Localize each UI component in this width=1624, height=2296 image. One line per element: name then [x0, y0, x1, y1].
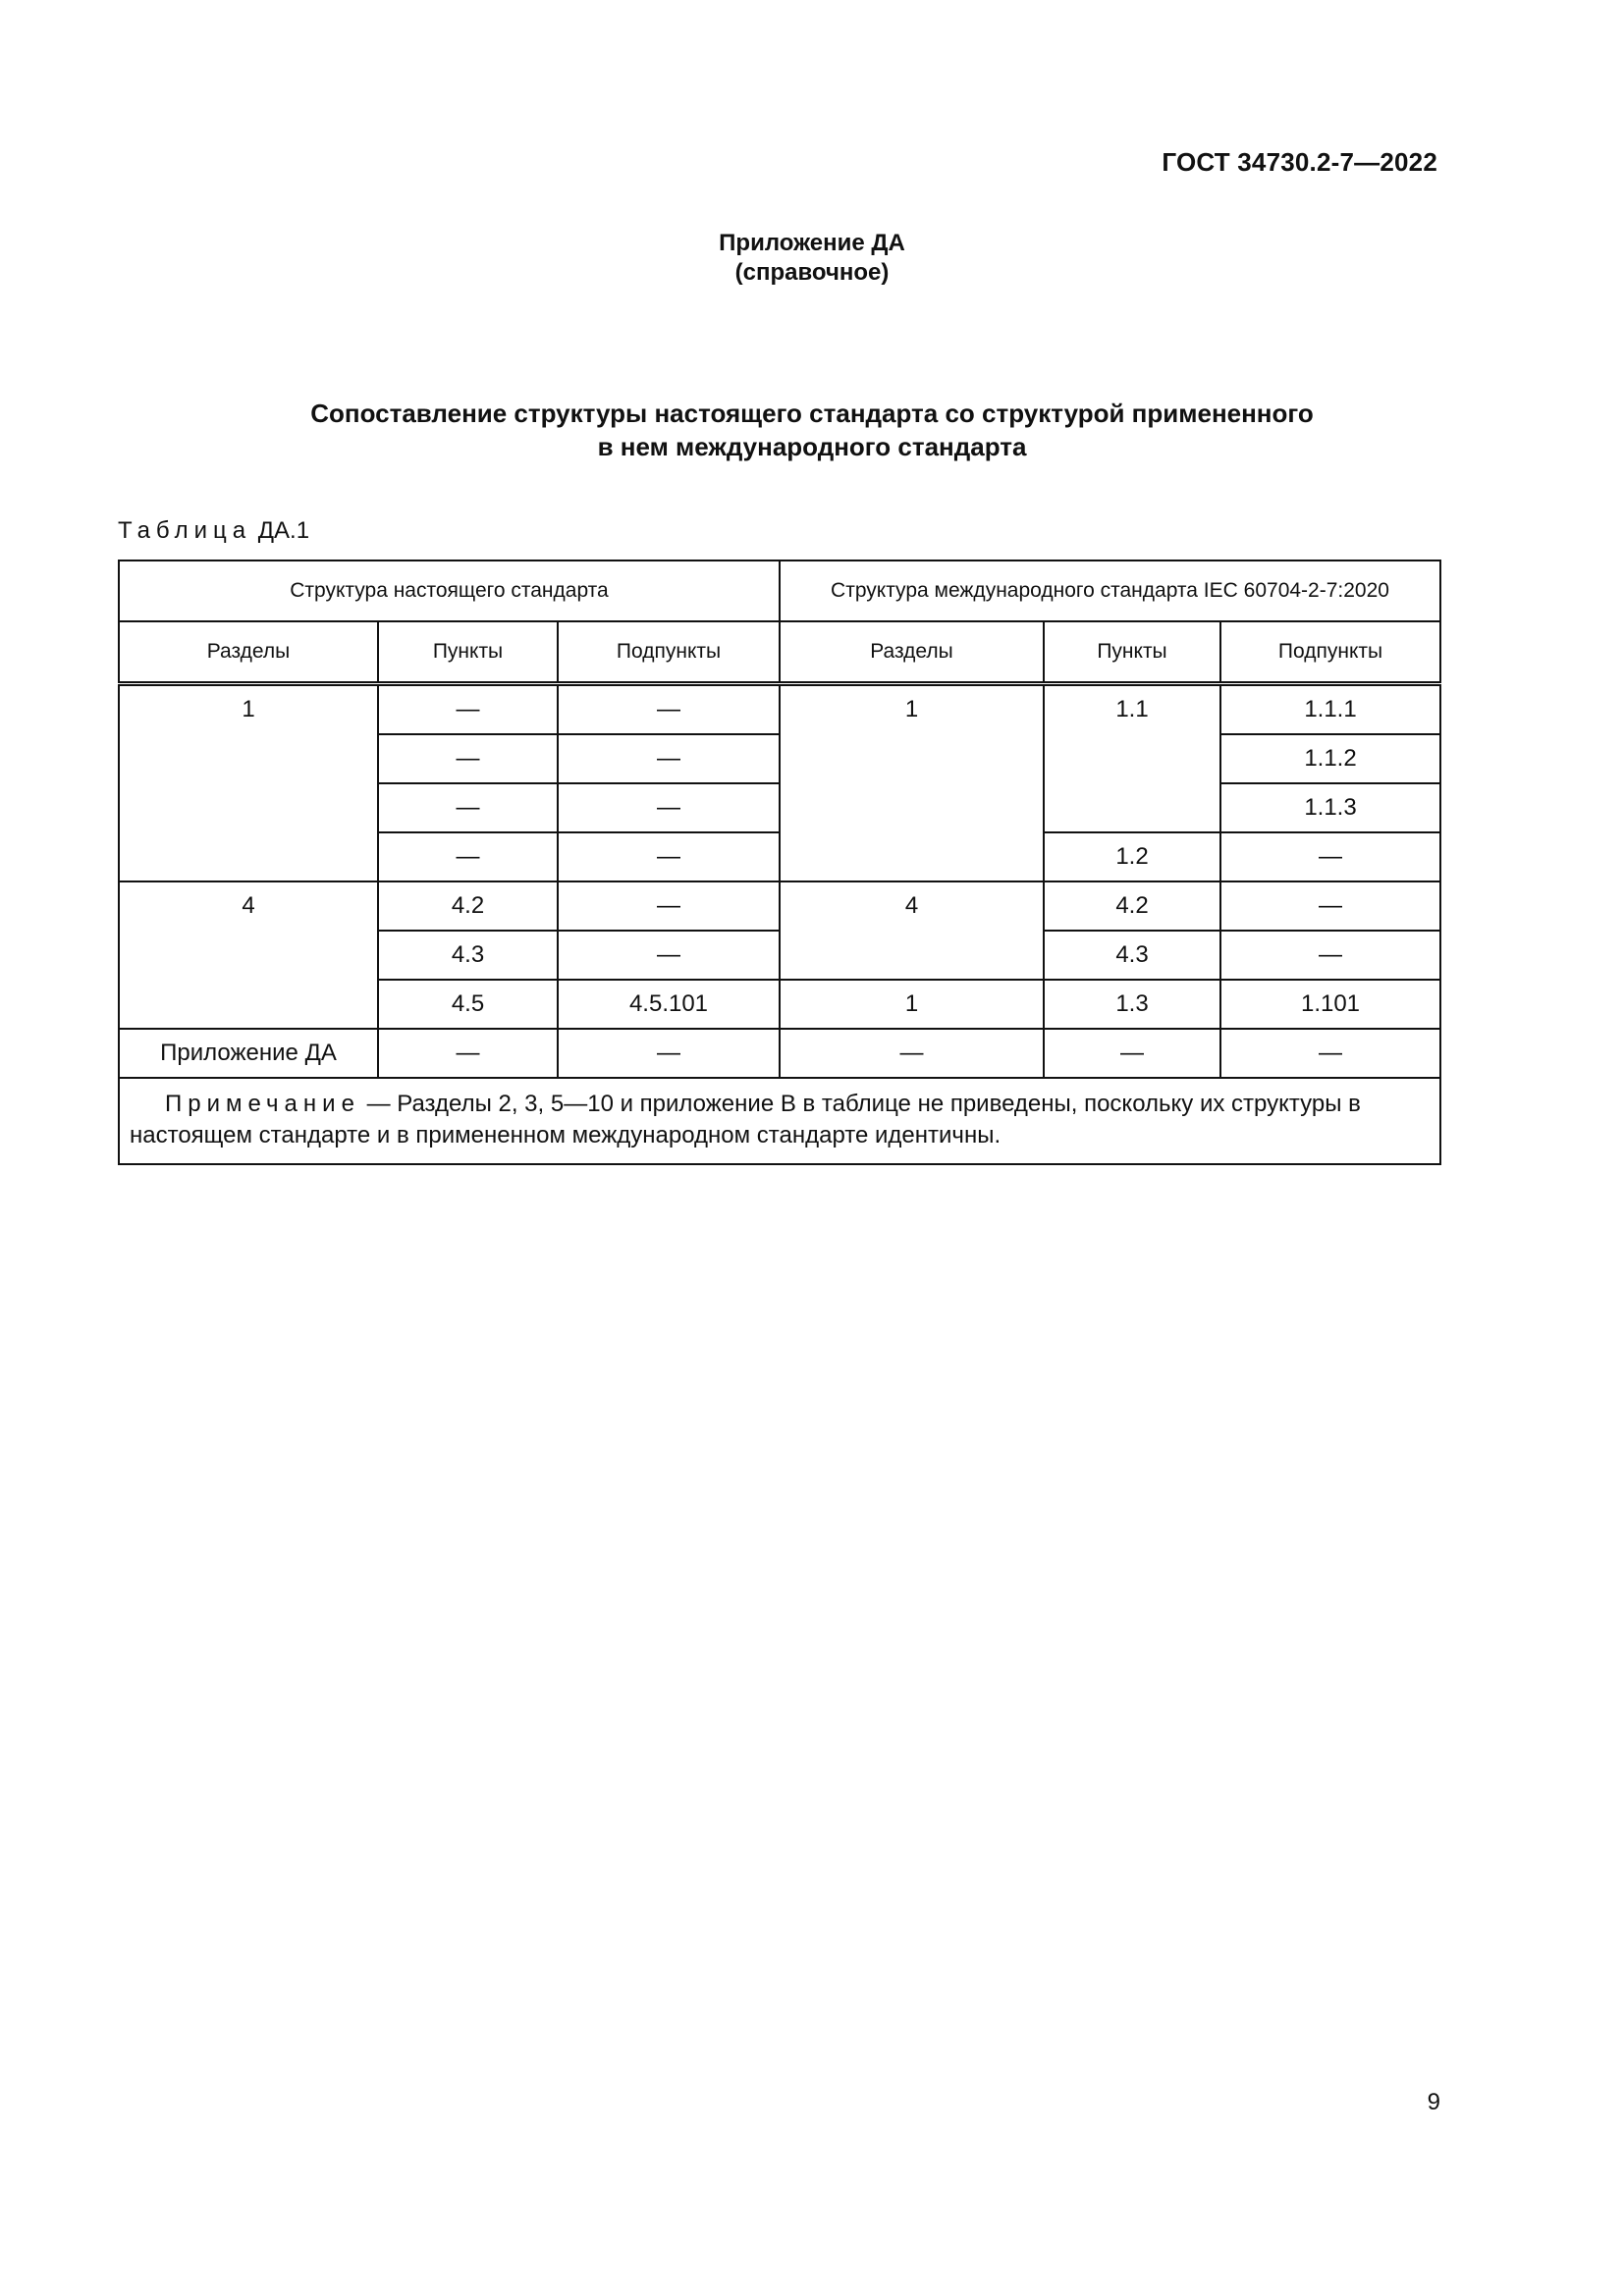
group-header-international: Структура международного стандарта IEC 60704-2-7:2020 [780, 561, 1440, 621]
table-cell: — [378, 734, 558, 783]
appendix-subtitle: (справочное) [734, 259, 890, 286]
table-caption [118, 517, 309, 545]
column-header: Подпункты [1220, 621, 1440, 684]
table-cell: 1.1.1 [1220, 684, 1440, 735]
column-header: Подпункты [558, 621, 780, 684]
table-cell: — [558, 734, 780, 783]
table-cell: — [558, 931, 780, 980]
table-cell: — [1220, 1029, 1440, 1078]
comparison-table [118, 560, 1441, 1165]
table-note-row [119, 1078, 1440, 1164]
table-cell: — [558, 783, 780, 832]
table-caption-number: ДА.1 [257, 517, 310, 544]
table-group-header-row [119, 561, 1440, 621]
table-cell: — [1220, 832, 1440, 881]
table-cell: 1.1 [1044, 684, 1220, 833]
table-cell: 4.2 [378, 881, 558, 931]
table-caption-word: Таблица [118, 517, 252, 544]
table-cell: 4.2 [1044, 881, 1220, 931]
table-cell: — [1220, 881, 1440, 931]
main-title [0, 397, 1624, 463]
page-number: 9 [1427, 2089, 1440, 2115]
appendix-title: Приложение ДА [719, 230, 905, 256]
table-column-header-row [119, 621, 1440, 684]
table-note [119, 1078, 1440, 1164]
column-header: Разделы [780, 621, 1044, 684]
main-title-line-1: Сопоставление структуры настоящего стандарта со структурой примененного [310, 399, 1314, 428]
table-row [119, 881, 1440, 931]
group-header-current: Структура настоящего стандарта [119, 561, 780, 621]
table-cell: 1 [780, 684, 1044, 882]
table-cell: — [558, 684, 780, 735]
table-row [119, 1029, 1440, 1078]
table-cell: Приложение ДА [119, 1029, 378, 1078]
table-cell: — [780, 1029, 1044, 1078]
table-cell: 4 [119, 881, 378, 1029]
table-cell: 4.3 [1044, 931, 1220, 980]
column-header: Пункты [378, 621, 558, 684]
table-cell: — [1220, 931, 1440, 980]
document-code: ГОСТ 34730.2-7—2022 [1162, 147, 1437, 177]
table-cell: — [378, 1029, 558, 1078]
table-cell: — [378, 783, 558, 832]
appendix-heading [0, 229, 1624, 288]
note-label: Примечание [165, 1091, 360, 1117]
table-cell: 1.2 [1044, 832, 1220, 881]
note-text: — Разделы 2, 3, 5—10 и приложение В в таблице не приведены, поскольку их структуры в настоящем стандарте и в примененном международном стандарте идентичны. [130, 1091, 1361, 1148]
table-cell: 4.3 [378, 931, 558, 980]
main-title-line-2: в нем международного стандарта [597, 432, 1027, 461]
table-cell: 4.5 [378, 980, 558, 1029]
table-cell: — [378, 832, 558, 881]
table-cell: — [378, 684, 558, 735]
table-cell: — [558, 1029, 780, 1078]
column-header: Пункты [1044, 621, 1220, 684]
table-cell: 1 [119, 684, 378, 882]
table-cell: 1.3 [1044, 980, 1220, 1029]
table-cell: 1 [780, 980, 1044, 1029]
table-cell: 1.1.3 [1220, 783, 1440, 832]
table-cell: 4 [780, 881, 1044, 980]
table-cell: 1.1.2 [1220, 734, 1440, 783]
table-cell: 1.101 [1220, 980, 1440, 1029]
table-row [119, 684, 1440, 735]
table-cell: — [1044, 1029, 1220, 1078]
table-cell: — [558, 881, 780, 931]
table-cell: — [558, 832, 780, 881]
column-header: Разделы [119, 621, 378, 684]
table-cell: 4.5.101 [558, 980, 780, 1029]
